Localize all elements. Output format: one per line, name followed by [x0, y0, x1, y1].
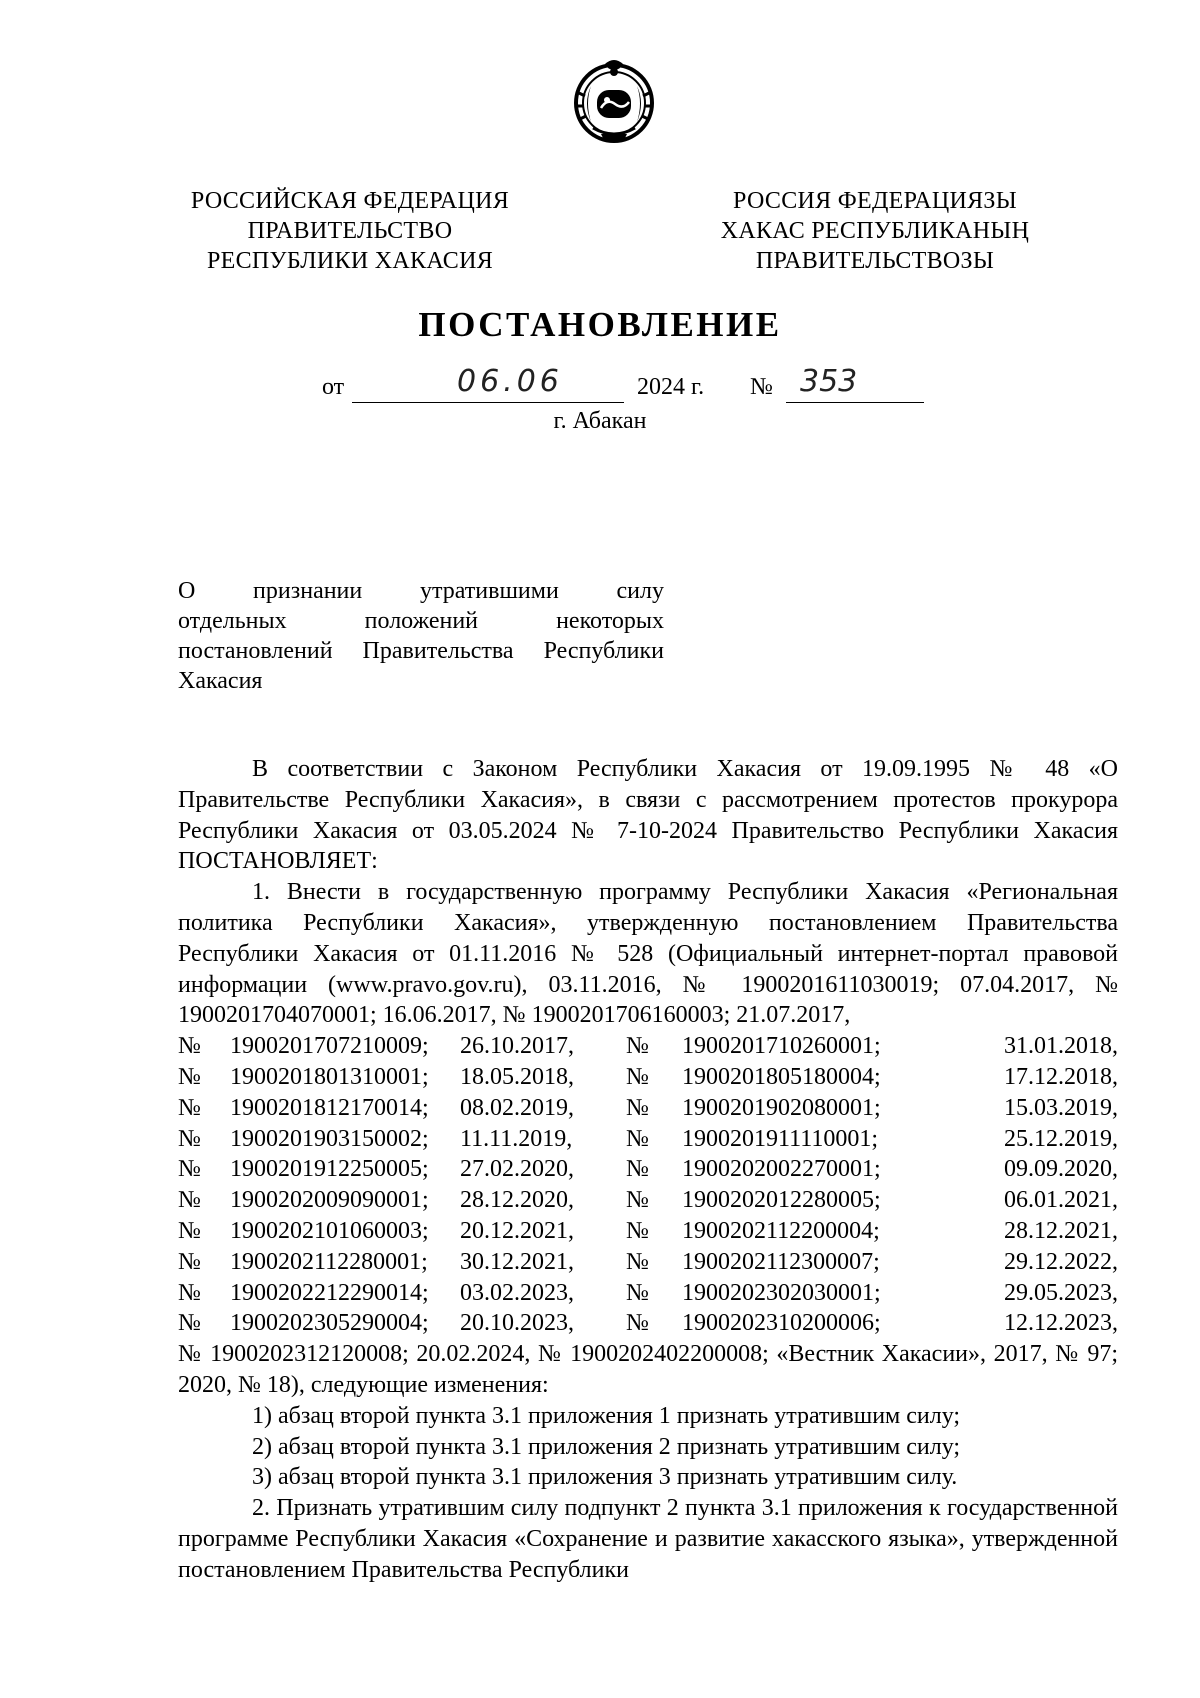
grid-cell: №: [626, 1156, 649, 1183]
grid-cell: №: [178, 1063, 201, 1090]
registration-number-grid: [178, 1031, 1118, 1339]
header-left-line: РОССИЙСКАЯ ФЕДЕРАЦИЯ: [190, 188, 510, 214]
grid-cell: 1900201902080001;: [682, 1094, 881, 1121]
header-left: [160, 186, 540, 276]
number-label: №: [750, 374, 773, 400]
grid-cell: №: [626, 1187, 649, 1214]
grid-cell: 1900202112280001;: [230, 1248, 428, 1275]
grid-cell: 1900202112300007;: [682, 1248, 880, 1275]
grid-cell: 31.01.2018,: [1004, 1033, 1118, 1060]
handwritten-number: 353: [800, 364, 858, 399]
grid-cell: 1900202310200006;: [682, 1310, 881, 1337]
paragraph-item-2: 2. Признать утратившим силу подпункт 2 пункта 3.1 приложения к государственной программе Республики Хакасия «Сохранение и развитие хакасского языка», утвержденной постановлением Правительства Республики: [178, 1495, 1118, 1583]
grid-cell: №: [626, 1063, 649, 1090]
dateline-prefix: от: [322, 374, 345, 400]
grid-cell: 29.12.2022,: [1004, 1248, 1118, 1275]
grid-cell: 1900201911110001;: [682, 1125, 878, 1152]
grid-cell: 1900202009090001;: [230, 1187, 429, 1214]
handwritten-date: 06.06: [457, 364, 563, 399]
grid-cell: 28.12.2021,: [1004, 1217, 1118, 1244]
grid-cell: №: [626, 1248, 649, 1275]
grid-cell: 06.01.2021,: [1004, 1187, 1118, 1214]
grid-cell: 11.11.2019,: [460, 1125, 573, 1152]
grid-cell: 1900202305290004;: [230, 1310, 429, 1337]
grid-cell: №: [626, 1094, 649, 1121]
grid-cell: 1900201903150002;: [230, 1125, 429, 1152]
subject-line: постановлений Правительства Республики: [178, 638, 664, 664]
grid-cell: 1900201710260001;: [682, 1033, 881, 1060]
paragraph-item-1-end: № 1900202312120008; 20.02.2024, № 1900202402200008; «Вестник Хакасии», 2017, № 97; 2020, № 18), следующие изменения:: [178, 1341, 1118, 1398]
subject-block: [178, 576, 664, 696]
grid-cell: 20.12.2021,: [460, 1217, 574, 1244]
grid-cell: 29.05.2023,: [1004, 1279, 1118, 1306]
subitem-3: 3) абзац второй пункта 3.1 приложения 3 признать утратившим силу.: [252, 1464, 958, 1491]
grid-cell: 28.12.2020,: [460, 1187, 574, 1214]
grid-cell: №: [178, 1125, 201, 1152]
grid-cell: 18.05.2018,: [460, 1063, 574, 1090]
date-underline: [352, 402, 624, 403]
grid-cell: 08.02.2019,: [460, 1094, 574, 1121]
grid-cell: 15.03.2019,: [1004, 1094, 1118, 1121]
subject-line: отдельных положений некоторых: [178, 608, 664, 634]
grid-cell: 1900202112200004;: [682, 1217, 880, 1244]
grid-cell: 09.09.2020,: [1004, 1156, 1118, 1183]
document-body: [178, 754, 1118, 1586]
subitem-2: 2) абзац второй пункта 3.1 приложения 2 признать утратившим силу;: [252, 1433, 961, 1460]
grid-cell: 1900201707210009;: [230, 1033, 429, 1060]
subject-line: Хакасия: [178, 668, 263, 694]
grid-cell: 1900202302030001;: [682, 1279, 881, 1306]
paragraph-preamble: В соответствии с Законом Республики Хакасия от 19.09.1995 № 48 «О Правительстве Республики Хакасия», в связи с рассмотрением протестов прокурора Республики Хакасия от 03.05.2024 № 7-10-2024 Правительство Республики Хакасия ПОСТАНОВЛЯЕТ:: [178, 756, 1118, 875]
paragraph-item-1-start: 1. Внести в государственную программу Республики Хакасия «Региональная политика Республики Хакасия», утвержденную постановлением Правительства Республики Хакасия от 01.11.2016 № 528 (Официальный интернет-портал правовой информации (www.pravo.gov.ru), 03.11.2016, № 1900201611030019; 07.04.2017, № 1900201704070001; 16.06.2017, № 1900201706160003; 21.07.2017,: [178, 879, 1118, 1029]
grid-cell: №: [626, 1217, 649, 1244]
city: г. Абакан: [553, 408, 647, 434]
number-underline: [786, 402, 924, 403]
grid-cell: 27.02.2020,: [460, 1156, 574, 1183]
grid-cell: 1900201912250005;: [230, 1156, 429, 1183]
grid-cell: 1900202212290014;: [230, 1279, 429, 1306]
grid-cell: №: [626, 1279, 649, 1306]
grid-cell: 20.10.2023,: [460, 1310, 574, 1337]
subject-line: О признании утратившими силу: [178, 578, 664, 604]
grid-cell: №: [626, 1125, 649, 1152]
dateline-year: 2024 г.: [637, 374, 705, 400]
grid-cell: №: [178, 1217, 201, 1244]
header-right-line: ПРАВИТЕЛЬСТВОЗЫ: [755, 248, 995, 274]
grid-cell: №: [178, 1033, 201, 1060]
header-left-line: РЕСПУБЛИКИ ХАКАСИЯ: [206, 248, 494, 274]
header-left-line: ПРАВИТЕЛЬСТВО: [247, 218, 453, 244]
header-right-line: РОССИЯ ФЕДЕРАЦИЯЗЫ: [733, 188, 1017, 214]
grid-cell: 30.12.2021,: [460, 1248, 574, 1275]
header-right: [685, 186, 1065, 276]
grid-cell: №: [626, 1033, 649, 1060]
grid-cell: 26.10.2017,: [460, 1033, 574, 1060]
grid-cell: 17.12.2018,: [1004, 1063, 1118, 1090]
grid-cell: №: [178, 1248, 201, 1275]
grid-cell: 1900201805180004;: [682, 1063, 881, 1090]
grid-cell: №: [178, 1279, 201, 1306]
grid-cell: 1900201812170014;: [230, 1094, 429, 1121]
header-right-line: ХАКАС РЕСПУБЛИКАНЫҢ: [720, 218, 1030, 244]
coat-of-arms-icon: [571, 56, 657, 146]
grid-cell: №: [178, 1187, 201, 1214]
grid-cell: №: [626, 1310, 649, 1337]
grid-cell: 1900202012280005;: [682, 1187, 881, 1214]
grid-cell: 12.12.2023,: [1004, 1310, 1118, 1337]
grid-cell: №: [178, 1310, 201, 1337]
grid-cell: 25.12.2019,: [1004, 1125, 1118, 1152]
subitem-1: 1) абзац второй пункта 3.1 приложения 1 признать утратившим силу;: [252, 1402, 961, 1429]
grid-cell: №: [178, 1156, 201, 1183]
grid-cell: №: [178, 1094, 201, 1121]
grid-cell: 03.02.2023,: [460, 1279, 574, 1306]
grid-cell: 1900202002270001;: [682, 1156, 881, 1183]
document-title: ПОСТАНОВЛЕНИЕ: [418, 305, 782, 344]
grid-cell: 1900202101060003;: [230, 1217, 429, 1244]
grid-cell: 1900201801310001;: [230, 1063, 429, 1090]
